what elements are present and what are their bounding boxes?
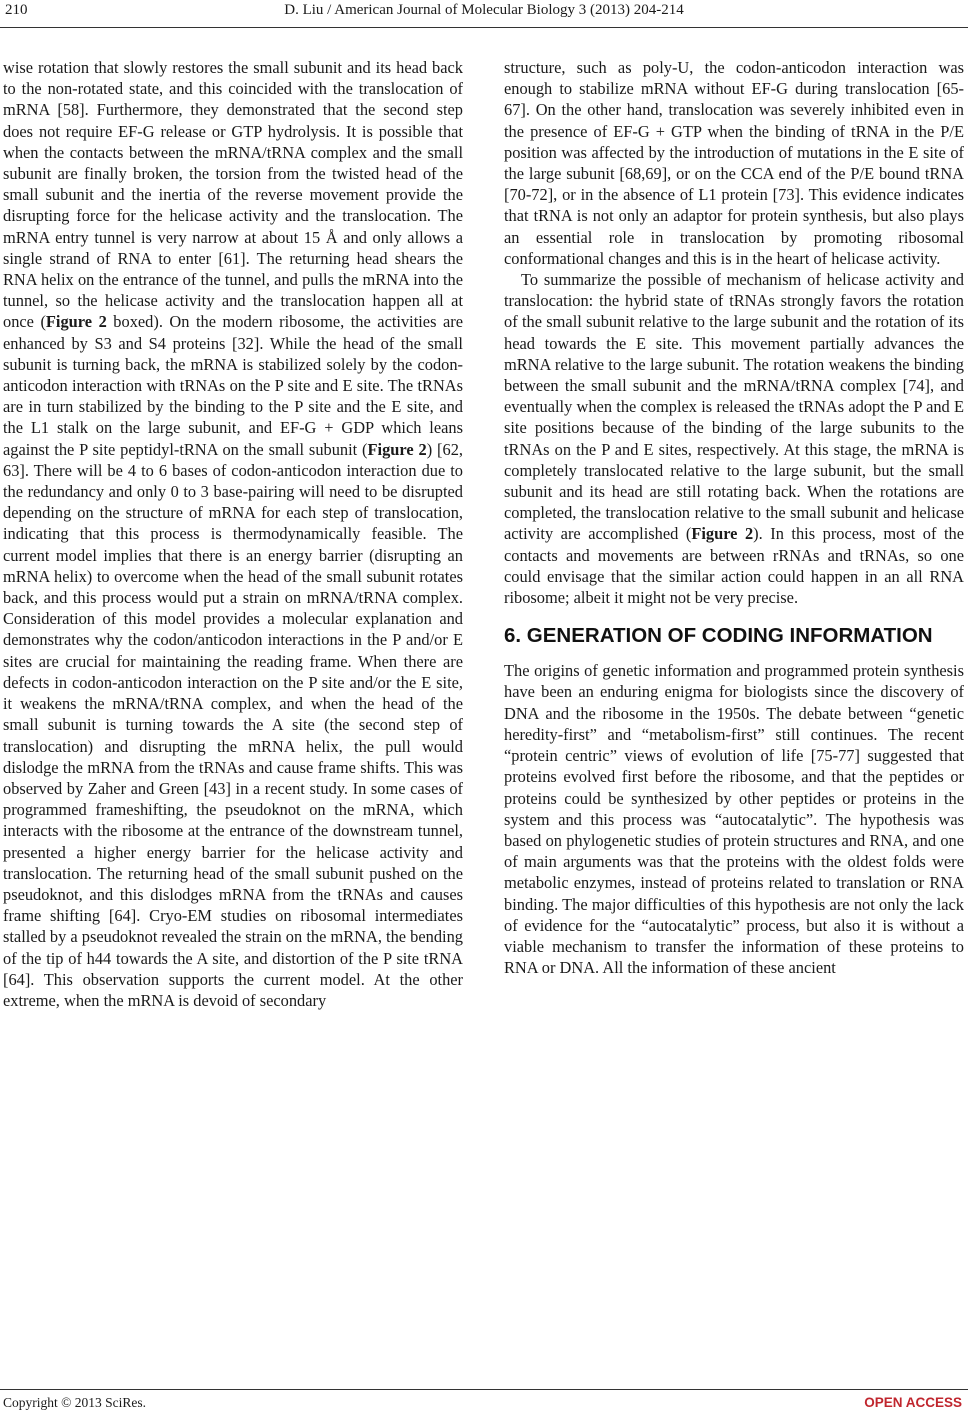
body-paragraph: structure, such as poly-U, the codon-anticodon interaction was enough to stabilize mRNA without EF-G during translocation [65-67]. On the other hand, translocation was severely inhibited even in the presence of EF-G + GTP when the binding of tRNA in the P/E position was affected by the introduction of mutations in the E site of the large subunit [68,69], or on the CCA end of the P/E bound tRNA [70-72], or in the absence of L1 protein [73]. This evidence indicates that tRNA is not only an adaptor for protein synthesis, but also plays an essential role in translocation by promoting ribosomal conformational changes and this is in the heart of helicase activity. [504,58,964,268]
paragraph-text: wise rotation that slowly restores the small subunit and its head back to the non-rotated state, and this coincided with the translocation of mRNA [58]. Furthermore, they demonstrated that the second step does not require EF-G release or GTP hydrolysis. It is possible that when the contacts between the mRNA/tRNA complex and the small subunit are finally broken, the torsion from the twisted head of the small subunit and the inertia of the reverse movement provide the disrupting force for the helicase activity and the translocation. The mRNA entry tunnel is very narrow at about 15 Å and only allows a single strand of RNA to enter [61]. The returning head shears the RNA helix on the entrance of the tunnel, and pulls the mRNA into the tunnel, so the helicase activity and the translocation happen all at once ( [3,58,463,332]
paragraph-text: To summarize the possible of mechanism of helicase activity and translocation: the hybrid state of tRNAs strongly favors the rotation of the small subunit relative to the large subunit and the rotation of its head towards the E site. This movement partially advances the mRNA relative to the large subunit. The rotation weakens the binding between the small subunit and the mRNA/tRNA complex [74], and eventually when the complex is released the tRNAs adopt the P and E site positions because of the binding of the large subunits to the tRNAs on the P and E sites, respectively. At this stage, the mRNA is completely translocated relative to the large subunit, but the small subunit and its head are still rotating back. When the rotations are completed, the translocation relative to the small subunit and helicase activity are accomplished ( [504,270,964,544]
figure-reference: Figure 2 [691,524,754,544]
paragraph-text: ) [62, 63]. There will be 4 to 6 bases of codon-anticodon interaction due to the redundancy and only 0 to 3 base-pairing will need to be disrupted depending on the structure of mRNA for each step of translocation, indicating that this process is thermodynamically feasible. The current model implies that there is an energy barrier (disrupting an mRNA helix) to overcome when the head of the small subunit rotates back, and this process would put a strain on mRNA/tRNA complex. Consideration of this model provides a molecular explanation and demonstrates why the codon/anticodon interactions in the P and/or E sites are crucial for maintaining the reading frame. When there are defects in codon-anticodon interaction on the P site and/or the E site, it weakens the mRNA/tRNA complex, and when the head of the small subunit is turning towards the A site (the second step of translocation) and disrupting the mRNA helix, the pull would dislodge the mRNA from the tRNAs and cause frame shifts. This was observed by Zaher and Green [43] in a recent study. In some cases of programmed frameshifting, the pseudoknot on the mRNA, which interacts with the ribosome at the entrance of the downstream tunnel, presented a higher energy barrier for the helicase activity and translocation. The returning head of the small subunit pushed on the pseudoknot, and this dislodges mRNA from the tRNAs and causes frame shifting [64]. Cryo-EM studies on ribosomal intermediates stalled by a pseudoknot revealed the strain on the mRNA, the bending of the tip of h44 towards the A site, and distortion of the P site tRNA [64]. This observation supports the current model. At the other extreme, when the mRNA is devoid of secondary [3,439,463,1010]
section-heading: 6. GENERATION OF CODING INFORMATION [504,624,933,648]
left-column [3,57,463,1011]
figure-reference: Figure 2 [45,312,107,332]
right-column [504,57,964,978]
page-number: 210 [5,2,28,18]
figure-reference: Figure 2 [367,439,427,459]
paragraph-text: boxed). On the modern ribosome, the activities are enhanced by S3 and S4 proteins [32]. While the head of the small subunit is turning back, the mRNA is stabilized solely by the codon-anticodon interaction with tRNAs on the P site and E site. The tRNAs are in turn stabilized by the binding to the P site and the E site, and the L1 stalk on the large subunit, and EF-G + GDP which leans against the P site peptidyl-tRNA on the small subunit ( [3,312,463,459]
body-paragraph [504,269,964,608]
running-header: D. Liu / American Journal of Molecular Biology 3 (2013) 204-214 [284,2,684,18]
body-paragraph [3,57,463,1011]
paragraph-text: ). In this process, most of the contacts and movements are between rRNAs and tRNAs, so one could envisage that the similar action could happen in an all RNA ribosome; albeit it might not be very precise. [504,524,964,608]
footer-rule [0,1389,968,1390]
body-paragraph: The origins of genetic information and programmed protein synthesis have been an enduring enigma for biologists since the discovery of DNA and the ribosome in the 1950s. The debate between “genetic heredity-first” and “metabolism-first” still continues. The recent “protein centric” views of evolution of life [75-77] suggested that proteins evolved first before the ribosome, and that the peptides or proteins could be synthesized by other peptides or proteins in the system and this process was “autocatalytic”. The hypothesis was based on phylogenetic studies of protein structures and RNA, and one of main arguments was that the proteins with the oldest folds were metabolic enzymes, instead of proteins related to translation or RNA binding. The major difficulties of this hypothesis are not only the lack of evidence for the “autocatalytic” process, but also it is without a viable mechanism to transfer the information of these proteins to RNA or DNA. All the information of these ancient [504,661,964,978]
header-rule [0,27,968,28]
open-access-label: OPEN ACCESS [864,1395,962,1410]
copyright-notice: Copyright © 2013 SciRes. [3,1395,147,1410]
